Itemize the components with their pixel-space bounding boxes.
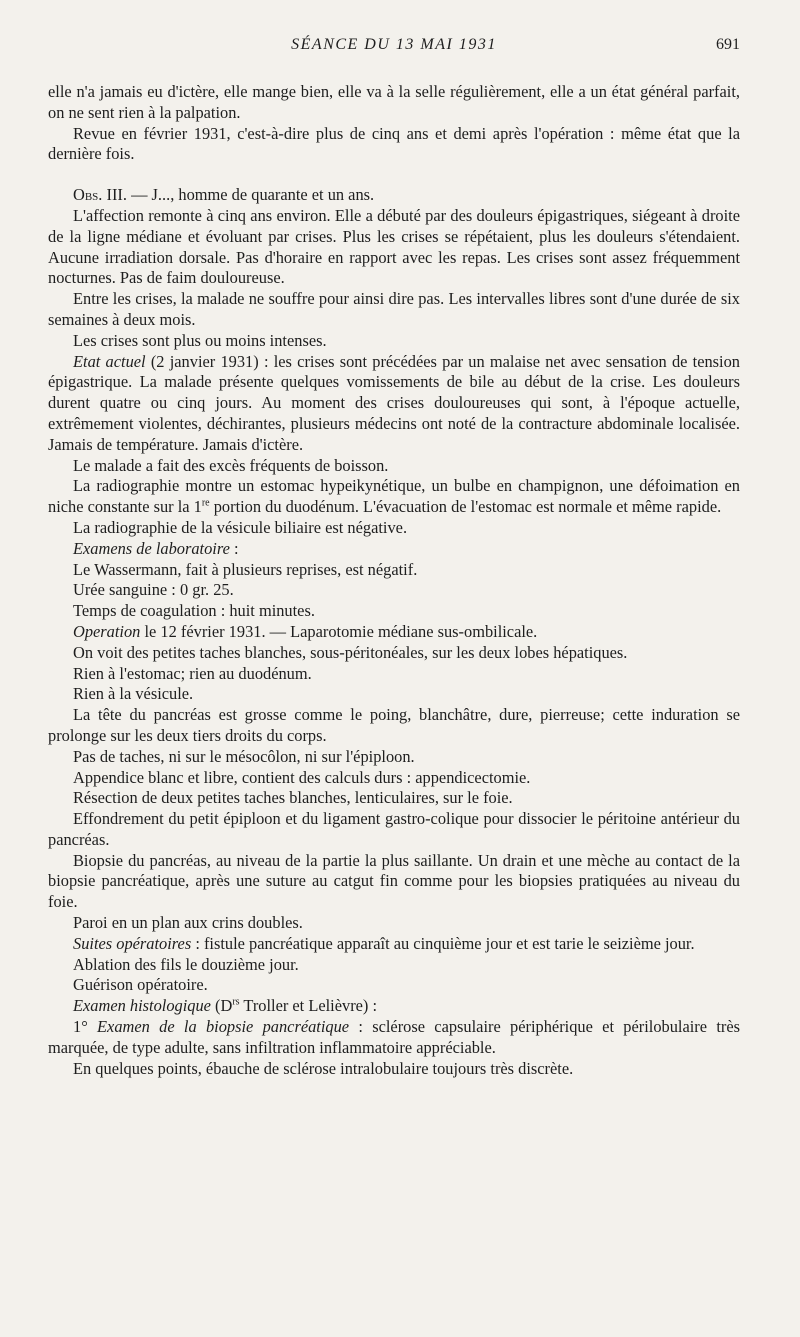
section-label: Examen histologique	[73, 996, 211, 1016]
paragraph: Paroi en un plan aux crins doubles.	[73, 913, 303, 933]
paragraph: En quelques points, ébauche de sclérose intralobulaire toujours très discrète.	[73, 1058, 574, 1078]
paragraph: Suites opératoires : fistule pancréatique apparaît au cinquième jour et est tarie le seizième jour.	[73, 933, 695, 953]
paragraph: Urée sanguine : 0 gr. 25.	[73, 580, 234, 600]
paragraph: Appendice blanc et libre, contient des calculs durs : appendicectomie.	[73, 767, 531, 787]
paragraph: Résection de deux petites taches blanches, lenticulaires, sur le foie.	[73, 788, 513, 808]
body-text	[48, 82, 740, 1079]
header-title: SÉANCE DU 13 MAI 1931	[291, 36, 497, 53]
section-label: Operation	[73, 621, 141, 641]
paragraph: Effondrement du petit épiploon et du ligament gastro-colique pour dissocier le péritoine antérieur du pancréas.	[48, 809, 740, 849]
section-label: Etat actuel	[73, 351, 146, 371]
paragraph: La radiographie montre un estomac hypeikynétique, un bulbe en champignon, une défoimation en niche constante sur la 1re portion du duodénum. L'évacuation de l'estomac est normale et même rapide.	[48, 476, 740, 517]
observation-label: Obs. III.	[73, 185, 127, 205]
paragraph: Examens de laboratoire :	[73, 538, 239, 558]
paragraph: Les crises sont plus ou moins intenses.	[73, 330, 327, 350]
paragraph: elle n'a jamais eu d'ictère, elle mange bien, elle va à la selle régulièrement, elle a un état général parfait, on ne sent rien à la palpation.	[48, 82, 740, 122]
paragraph: On voit des petites taches blanches, sous-péritonéales, sur les deux lobes hépatiques.	[73, 642, 628, 662]
paragraph: Pas de taches, ni sur le mésocôlon, ni sur l'épiploon.	[73, 746, 415, 766]
paragraph: Biopsie du pancréas, au niveau de la partie la plus saillante. Un drain et une mèche au contact de la biopsie pancréatique, après une suture au catgut fin comme pour les biopsies pratiquées au niveau du foie.	[48, 850, 740, 912]
section-label: Suites opératoires	[73, 933, 192, 953]
paragraph: Rien à l'estomac; rien au duodénum.	[73, 663, 312, 683]
paragraph: Temps de coagulation : huit minutes.	[73, 601, 315, 621]
paragraph: La tête du pancréas est grosse comme le poing, blanchâtre, dure, pierreuse; cette induration se prolonge sur les deux tiers droits du corps.	[48, 705, 740, 745]
section-label: Examens de laboratoire	[73, 538, 230, 558]
paragraph: Guérison opératoire.	[73, 975, 208, 995]
paragraph: Le Wassermann, fait à plusieurs reprises, est négatif.	[73, 559, 418, 579]
paragraph: Ablation des fils le douzième jour.	[73, 954, 299, 974]
section-label: Examen de la biopsie pancréatique	[87, 1017, 350, 1037]
paragraph: L'affection remonte à cinq ans environ. Elle a débuté par des douleurs épigastriques, siégeant à droite de la ligne médiane et évoluant par crises. Plus les crises se répétaient, plus les douleurs s'étendaient. Aucune irradiation dorsale. Pas d'horaire en rapport avec les repas. Les crises sont assez fréquemment nocturnes. Pas de faim douloureuse.	[48, 205, 740, 288]
paragraph: La radiographie de la vésicule biliaire est négative.	[73, 517, 408, 537]
paragraph: Rien à la vésicule.	[73, 684, 194, 704]
observation-heading: Obs. III. — J..., homme de quarante et un ans.	[73, 185, 375, 205]
page-number: 691	[716, 36, 740, 53]
paragraph: Examen histologique ($D^{rs}$ Troller et Lelièvre) :	[73, 996, 378, 1016]
paragraph: Entre les crises, la malade ne souffre pour ainsi dire pas. Les intervalles libres sont d'une durée de six semaines à deux mois.	[48, 289, 740, 329]
paragraph: Revue en février 1931, c'est-à-dire plus de cinq ans et demi après l'opération : même état que la dernière fois.	[48, 123, 740, 164]
paragraph: Operation le 12 février 1931. — Laparotomie médiane sus-ombilicale.	[73, 621, 538, 641]
paragraph: 1° Examen de la biopsie pancréatique : sclérose capsulaire périphérique et périlobulaire très marquée, de type adulte, sans infiltration inflammatoire appréciable.	[48, 1017, 740, 1057]
paragraph: Le malade a fait des excès fréquents de boisson.	[73, 455, 389, 475]
running-header	[48, 36, 740, 60]
paragraph: Etat actuel (2 janvier 1931) : les crises sont précédées par un malaise net avec sensation de tension épigastrique. La malade présente quelques vomissements de bile au début de la crise. Les douleurs durent quatre ou cinq jours. Au moment des crises douloureuses qui sont, à l'époque actuelle, extrêmement violentes, déchirantes, plusieurs médecins ont noté de la contracture abdominale localisée. Jamais de température. Jamais d'ictère.	[48, 351, 740, 454]
